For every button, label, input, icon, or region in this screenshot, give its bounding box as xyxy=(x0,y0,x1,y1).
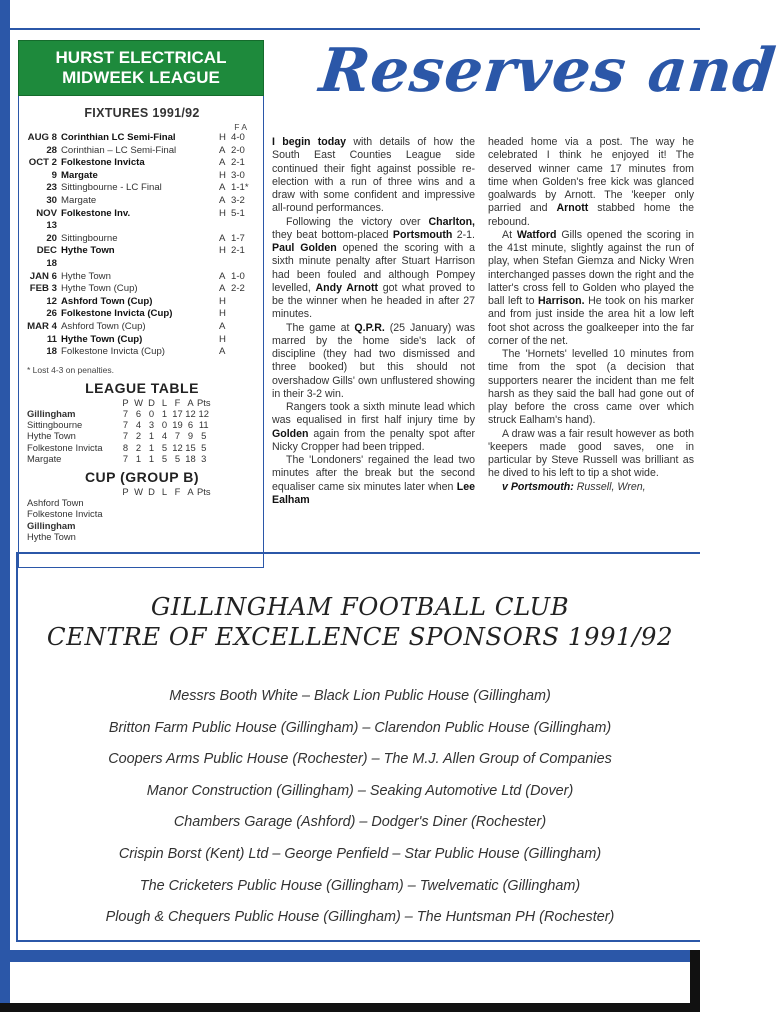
fixture-date: 12 xyxy=(46,295,57,307)
table-cell: 7 xyxy=(122,418,129,430)
table-cell: 3 xyxy=(201,452,207,464)
table-team: Margate xyxy=(27,452,62,464)
midweek-league-panel xyxy=(18,40,264,560)
bold-text: I begin today xyxy=(272,136,347,148)
table-cell: 1 xyxy=(135,452,142,464)
table-cell: 15 xyxy=(185,441,196,453)
fixture-score: 3-2 xyxy=(231,194,245,206)
league-table xyxy=(27,397,211,464)
fixture-score: 2-1 xyxy=(231,157,245,169)
sponsor-line: Britton Farm Public House (Gillingham) – Clarendon Public House (Gillingham) xyxy=(108,719,612,736)
table-cell: 1 xyxy=(148,430,155,442)
article-paragraph xyxy=(272,216,475,322)
fixture-date: AUG 8 xyxy=(27,132,57,143)
table-row xyxy=(27,430,211,441)
table-cell: 6 xyxy=(135,407,142,419)
text-run: 2-1. xyxy=(452,228,475,241)
table-column-header: F xyxy=(174,486,181,498)
text-run: The 'Hornets' levelled 10 minutes from time from the spot (a decision that supporters nearer the incident than me felt harsh as they said the ball had gone out of play before the cross came over which struck Ealham's hand). xyxy=(488,348,694,427)
sponsor-line: The Cricketers Public House (Gillingham) – Twelvematic (Gillingham) xyxy=(139,877,581,894)
bold-text: Harrison. xyxy=(538,295,585,307)
fixture-team: Folkestone Invicta (Cup) xyxy=(61,308,173,320)
fixture-score xyxy=(231,346,257,359)
table-column-header: W xyxy=(134,486,143,498)
table-cell: 6 xyxy=(187,418,194,430)
bold-text: Watford xyxy=(516,228,557,241)
fixture-venue: H xyxy=(219,207,226,219)
article-paragraph xyxy=(272,136,475,216)
bold-text: Portsmouth xyxy=(392,228,453,241)
table-row xyxy=(27,408,211,419)
table-column-header: Pts xyxy=(197,396,211,408)
table-column-header: F xyxy=(174,396,181,408)
bold-text: Q.P.R. xyxy=(354,321,385,334)
article-paragraph xyxy=(488,348,694,428)
fixture-date: MAR 4 xyxy=(27,320,57,332)
text-run: Rangers took a sixth minute lead which was equalised in first half injury time by xyxy=(272,401,475,427)
table-cell: 17 xyxy=(172,407,183,419)
table-cell: 5 xyxy=(174,452,181,464)
sponsor-line: Manor Construction (Gillingham) – Seaking Automotive Ltd (Dover) xyxy=(146,782,574,799)
fixture-score: 2-2 xyxy=(231,283,245,295)
bold-text: Paul Golden xyxy=(272,242,337,254)
fa-header: F A xyxy=(234,122,247,132)
table-cell: 4 xyxy=(161,430,168,442)
text-run: Following the victory over xyxy=(286,215,429,228)
fixture-date: 28 xyxy=(46,144,57,156)
table-row xyxy=(27,508,211,519)
fixture-team: Folkestone Inv. xyxy=(61,207,131,219)
table-team: Hythe Town xyxy=(27,430,76,442)
fixture-score: 3-0 xyxy=(231,169,245,181)
fixture-team: Hythe Town xyxy=(61,245,115,257)
table-column-header: A xyxy=(187,486,194,498)
fixture-row xyxy=(27,308,257,321)
fixture-venue: H xyxy=(219,245,226,257)
table-column-header: L xyxy=(161,396,168,408)
fixture-row xyxy=(27,346,257,359)
text-run: The game at xyxy=(286,321,355,334)
bold-text: v Portsmouth: xyxy=(502,480,574,493)
headline: Reserves and xyxy=(316,36,779,106)
bold-text: Andy Arnott xyxy=(315,281,379,294)
text-run: At xyxy=(502,228,517,241)
fixture-venue: H xyxy=(219,295,226,307)
table-team: Folkestone Invicta xyxy=(27,508,103,520)
fixture-date: 11 xyxy=(46,333,57,345)
article-paragraph xyxy=(488,229,694,348)
fixture-score: 1-0 xyxy=(231,270,245,282)
fixture-date: 23 xyxy=(46,182,57,194)
fixture-row xyxy=(27,208,257,233)
fixture-score: 2-0 xyxy=(231,144,245,156)
fixture-venue: H xyxy=(219,333,226,345)
text-run: got what proved to be the winner when he headed in after 27 minutes. xyxy=(272,281,476,321)
text-run: they beat bottom-placed xyxy=(272,228,393,241)
table-header-spacer xyxy=(27,397,119,408)
fixture-row xyxy=(27,170,257,183)
fixture-score: 1-1* xyxy=(231,182,249,194)
table-cell: 12 xyxy=(198,407,209,419)
fixture-row xyxy=(27,182,257,195)
table-cell: 2 xyxy=(135,430,142,442)
article-paragraph xyxy=(488,481,694,494)
fixture-team: Folkestone Invicta xyxy=(61,157,145,169)
fixtures-box xyxy=(18,96,264,568)
bold-text: Golden xyxy=(272,427,309,440)
table-header-spacer xyxy=(27,486,119,497)
table-cell: 5 xyxy=(201,430,207,442)
table-cell: 0 xyxy=(161,418,168,430)
sponsor-line: Chambers Garage (Ashford) – Dodger's Diner (Rochester) xyxy=(173,814,547,831)
sponsors-title-2: CENTRE OF EXCELLENCE SPONSORS 1991/92 xyxy=(46,622,674,651)
right-edge xyxy=(690,950,700,1012)
sponsor-line: Plough & Chequers Public House (Gillingham) – The Huntsman PH (Rochester) xyxy=(105,909,615,926)
fixture-date: DEC 18 xyxy=(36,245,57,269)
fixture-date: NOV 13 xyxy=(36,207,57,232)
sponsor-line: Crispin Borst (Kent) Ltd – George Penfield – Star Public House (Gillingham) xyxy=(118,846,602,862)
table-column-header: Pts xyxy=(197,486,211,498)
article-paragraph xyxy=(272,454,475,507)
fixture-team: Corinthian LC Semi-Final xyxy=(61,132,176,143)
cup-table xyxy=(27,486,211,542)
fixture-venue: A xyxy=(219,320,226,332)
fixture-team: Sittingbourne - LC Final xyxy=(61,182,162,194)
article-column-1 xyxy=(272,136,475,507)
table-team: Gillingham xyxy=(27,407,76,419)
fixture-team: Ashford Town (Cup) xyxy=(61,295,153,307)
fixture-team: Hythe Town (Cup) xyxy=(61,333,143,345)
fixture-row xyxy=(27,245,257,270)
bottom-edge xyxy=(0,1003,700,1012)
league-table-title: LEAGUE TABLE xyxy=(85,379,199,396)
fixture-score: 1-7 xyxy=(231,232,245,244)
fixture-venue: H xyxy=(219,308,226,320)
table-column-header: P xyxy=(122,396,129,408)
fixture-venue: A xyxy=(219,283,226,295)
fixture-score: 5-1 xyxy=(231,207,245,219)
fixture-team: Sittingbourne xyxy=(61,232,118,244)
fixture-team: Margate xyxy=(61,169,98,181)
fixture-date: 30 xyxy=(46,194,57,206)
fixture-team: Corinthian – LC Semi-Final xyxy=(61,144,177,156)
bold-text: Arnott xyxy=(556,202,589,215)
text-run: again from the penalty spot after Nicky Cropper had been tripped. xyxy=(272,427,475,453)
footer-bar xyxy=(0,950,700,962)
fixture-venue: A xyxy=(219,194,226,206)
table-cell: 7 xyxy=(174,430,181,442)
table-column-header: D xyxy=(148,396,155,408)
article-paragraph xyxy=(272,401,475,454)
fixture-score: 4-0 xyxy=(231,132,245,143)
fixture-venue: H xyxy=(219,132,226,143)
table-cell: 7 xyxy=(122,430,129,442)
table-cell: 9 xyxy=(187,430,194,442)
fixture-score: 2-1 xyxy=(231,245,245,257)
fixture-row xyxy=(27,233,257,246)
table-cell: 7 xyxy=(122,407,129,419)
fixture-date: 20 xyxy=(46,232,57,244)
fixture-row xyxy=(27,157,257,170)
fixture-row xyxy=(27,271,257,284)
fixture-row xyxy=(27,283,257,296)
fixture-venue: A xyxy=(219,346,226,358)
fixture-date: FEB 3 xyxy=(29,283,57,295)
fixture-row xyxy=(27,321,257,334)
table-column-header: L xyxy=(161,486,168,498)
table-cell: 0 xyxy=(148,407,155,419)
article-paragraph xyxy=(272,322,475,402)
table-row xyxy=(27,453,211,464)
table-cell: 2 xyxy=(135,441,142,453)
fixtures-list xyxy=(27,132,257,359)
table-column-header: D xyxy=(148,486,155,498)
sponsor-line: Coopers Arms Public House (Rochester) – The M.J. Allen Group of Companies xyxy=(108,751,612,768)
table-cell: 5 xyxy=(161,441,168,453)
fixture-team: Folkestone Invicta (Cup) xyxy=(61,346,165,358)
fixture-team: Hythe Town (Cup) xyxy=(61,283,138,295)
fixture-score xyxy=(231,321,257,334)
table-row xyxy=(27,442,211,453)
table-cell: 5 xyxy=(201,441,207,453)
fixture-date: JAN 6 xyxy=(29,270,57,282)
table-row xyxy=(27,497,211,508)
fixture-venue: A xyxy=(219,232,226,244)
fixture-score xyxy=(231,308,257,321)
table-team: Gillingham xyxy=(27,519,76,531)
fixture-row xyxy=(27,296,257,309)
table-cell: 4 xyxy=(135,418,142,430)
table-cell: 7 xyxy=(122,452,129,464)
fixture-venue: H xyxy=(219,169,226,181)
text-run: Gills opened the scoring in the 41st minute, slightly against the run of play, when Stefan Giemza and Nicky Wren interchanged passes down the right and the latter's cross fell to Golden who played the ball left to xyxy=(488,228,694,307)
sponsors-title-1: GILLINGHAM FOOTBALL CLUB xyxy=(150,592,570,621)
table-cell: 5 xyxy=(161,452,168,464)
table-cell: 18 xyxy=(185,452,196,464)
table-team: Sittingbourne xyxy=(27,418,83,430)
fixture-team: Hythe Town xyxy=(61,270,111,282)
text-run: The 'Londoners' regained the lead two minutes after the break but the second equaliser came six minutes later when xyxy=(272,454,475,493)
fixture-score xyxy=(231,296,257,309)
text-run: He took on his marker and from just inside the area hit a low left foot shot across the goalkeeper into the far corner of the net. xyxy=(488,295,694,347)
fixture-team: Margate xyxy=(61,194,97,206)
fixture-row xyxy=(27,195,257,208)
table-column-header: P xyxy=(122,486,129,498)
table-cell: 11 xyxy=(198,418,209,430)
fixture-row xyxy=(27,132,257,145)
bold-text: Lee Ealham xyxy=(272,480,475,506)
league-title-line2: MIDWEEK LEAGUE xyxy=(62,68,220,87)
sponsors-box xyxy=(16,552,700,942)
text-run: with details of how the South East Counties League side continued their fight against possible re-election with a run of three wins and a draw with some confident and impressive all-round performances. xyxy=(272,136,475,215)
table-cell: 3 xyxy=(148,418,155,430)
table-cell: 19 xyxy=(172,418,183,430)
table-team: Hythe Town xyxy=(27,531,76,543)
text-run: (25 January) was marred by the home side's lack of discipline (they had two dismissed and three booked) but this should not overshadow Gills' own unflustered showing in their 3-2 win. xyxy=(272,321,476,400)
sponsor-line: Messrs Booth White – Black Lion Public House (Gillingham) xyxy=(169,688,551,704)
fixture-date: 9 xyxy=(51,169,57,181)
fixture-date: OCT 2 xyxy=(28,157,57,169)
article-column-2 xyxy=(488,136,694,494)
cup-table-title: CUP (GROUP B) xyxy=(84,469,200,486)
text-run: stabbed home the rebound. xyxy=(488,202,694,228)
table-row xyxy=(27,531,211,542)
table-row xyxy=(27,520,211,531)
fixture-venue: A xyxy=(219,144,226,156)
text-run: A draw was a fair result however as both 'keepers made good saves, one in particular by Steve Russell was brilliant as he dived to his left to tip a shot wide. xyxy=(488,427,694,480)
fixture-team: Ashford Town (Cup) xyxy=(61,320,146,332)
text-run: Russell, Wren, xyxy=(573,480,646,493)
article-paragraph xyxy=(488,136,694,229)
table-cell: 1 xyxy=(161,407,168,419)
table-cell: 12 xyxy=(185,407,196,419)
fixture-venue: A xyxy=(219,270,226,282)
table-cell: 1 xyxy=(148,441,155,453)
table-team: Folkestone Invicta xyxy=(27,441,103,453)
bold-text: Charlton, xyxy=(428,215,475,228)
fixture-score xyxy=(231,334,257,347)
table-column-header: A xyxy=(187,396,194,408)
article-paragraph xyxy=(488,428,694,481)
table-cell: 12 xyxy=(172,441,183,453)
table-row xyxy=(27,419,211,430)
fixture-date: 18 xyxy=(46,346,57,358)
table-cell: 8 xyxy=(122,441,129,453)
fixture-venue: A xyxy=(219,182,226,194)
penalty-note: * Lost 4-3 on penalties. xyxy=(27,364,114,375)
table-column-header: W xyxy=(134,396,143,408)
text-run: headed home via a post. The way he celebrated I think he enjoyed it! The deserved winner came 17 minutes from time when Golden's free kick was glanced goalwards by Arnott. The 'keeper only parried and xyxy=(488,136,694,215)
fixture-venue: A xyxy=(219,157,226,169)
table-cell: 1 xyxy=(148,452,155,464)
league-title-box xyxy=(18,40,264,96)
fixture-row xyxy=(27,145,257,158)
fixture-row xyxy=(27,334,257,347)
table-team: Ashford Town xyxy=(27,497,84,509)
text-run: opened the scoring with a sixth minute penalty after Stuart Harrison had been fouled and although Pompey levelled, xyxy=(272,242,475,294)
fixtures-title: FIXTURES 1991/92 xyxy=(84,106,200,120)
fixture-date: 26 xyxy=(46,308,57,320)
league-title-line1: HURST ELECTRICAL xyxy=(55,48,227,67)
